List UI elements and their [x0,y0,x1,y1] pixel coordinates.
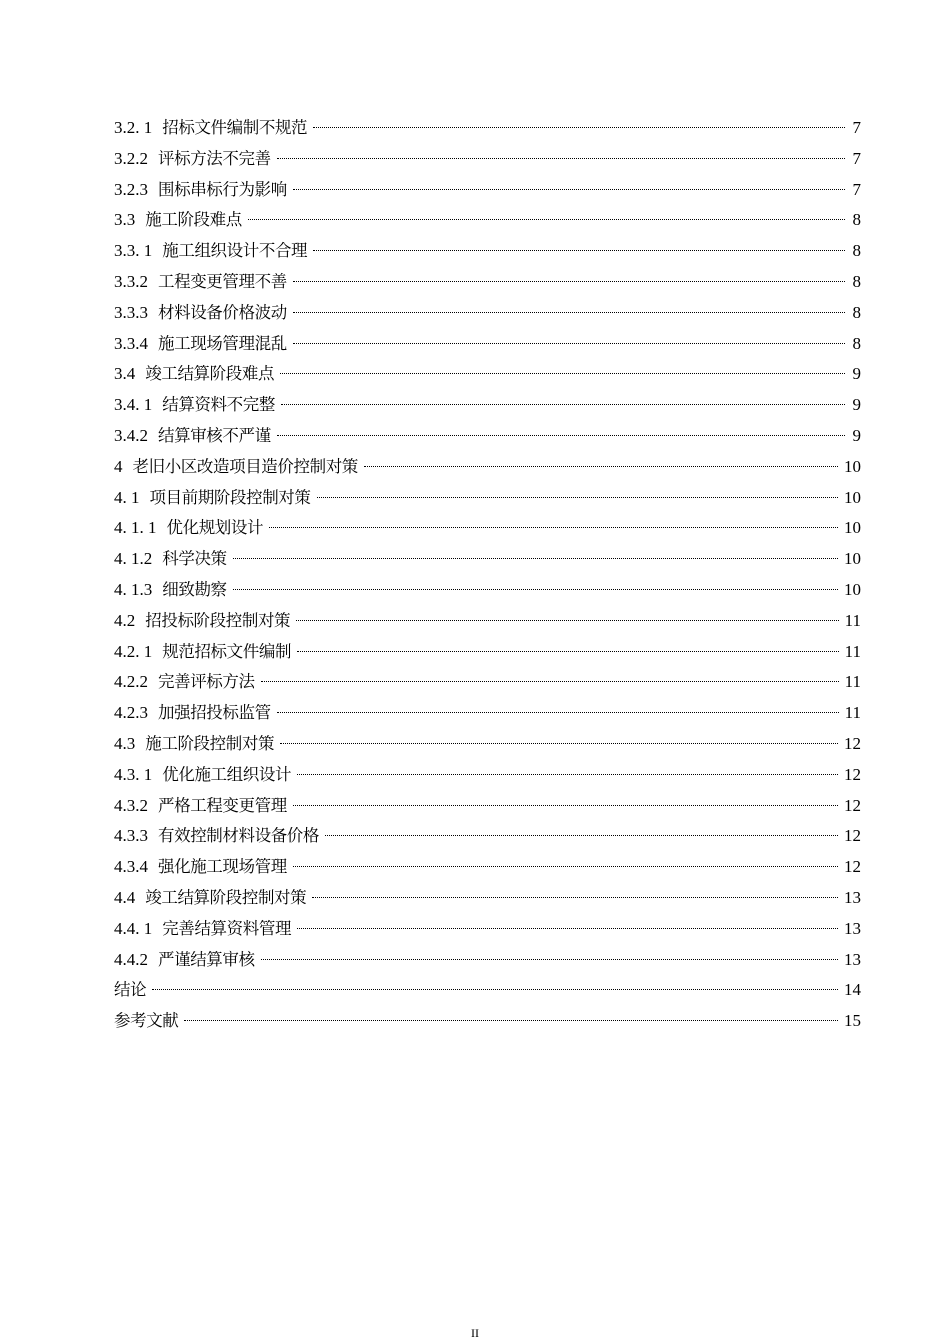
toc-dot-leader [152,989,838,990]
toc-entry[interactable] [114,452,861,483]
toc-entry[interactable] [114,513,861,544]
toc-entry[interactable] [114,760,861,791]
table-of-contents [114,113,861,1037]
toc-entry-page: 13 [844,887,861,907]
toc-entry[interactable] [114,236,861,267]
toc-entry-page: 7 [852,179,861,199]
toc-entry-title: 强化施工现场管理 [158,857,287,877]
toc-entry-number: 3.2. 1 [114,118,153,137]
toc-entry-number: 3.2.3 [114,179,148,199]
toc-entry-page: 9 [852,425,861,445]
toc-entry[interactable] [114,606,861,637]
toc-entry-title: 结算审核不严谨 [158,425,271,445]
toc-entry[interactable] [114,359,861,390]
toc-dot-leader [293,866,838,867]
toc-entry[interactable] [114,975,861,1006]
toc-entry-number: 4.2.2 [114,672,148,692]
toc-dot-leader [280,743,838,744]
toc-dot-leader [233,589,838,590]
toc-entry-page: 8 [852,241,861,261]
toc-entry-number: 3.2.2 [114,148,148,168]
toc-entry[interactable] [114,205,861,236]
toc-entry-title: 严谨结算审核 [158,949,255,969]
page-number-footer: II [471,1326,479,1340]
toc-dot-leader [293,189,845,190]
toc-entry[interactable] [114,821,861,852]
toc-entry[interactable] [114,483,861,514]
toc-entry[interactable] [114,267,861,298]
toc-entry-number: 4 [114,456,123,476]
toc-entry-title: 项目前期阶段控制对策 [149,487,311,507]
toc-dot-leader [293,805,838,806]
toc-entry-number: 4. 1 [114,487,140,507]
toc-entry-title: 完善评标方法 [158,672,255,692]
toc-entry-number: 4.4.2 [114,949,148,969]
toc-entry-number: 4. 1.2 [114,549,153,569]
toc-entry[interactable] [114,144,861,175]
toc-dot-leader [364,466,838,467]
toc-dot-leader [248,219,845,220]
toc-entry-page: 9 [852,395,861,415]
toc-entry[interactable] [114,1006,861,1037]
toc-entry-title: 完善结算资料管理 [162,918,292,938]
toc-entry-page: 8 [852,271,861,291]
toc-entry-page: 15 [844,1011,861,1031]
toc-entry-number: 3.4. 1 [114,395,153,415]
toc-entry-number: 3.3. 1 [114,241,153,261]
toc-entry-number: 4.3.3 [114,826,148,846]
toc-entry-number: 4.3.2 [114,795,148,815]
toc-entry-page: 11 [844,641,861,661]
toc-entry-title: 加强招投标监管 [158,703,271,723]
toc-dot-leader [313,250,845,251]
toc-entry-title: 有效控制材料设备价格 [158,826,320,846]
toc-dot-leader [312,897,838,898]
toc-entry-number: 3.4 [114,364,136,384]
toc-entry-number: 3.3.4 [114,333,148,353]
toc-entry[interactable] [114,914,861,945]
toc-entry-page: 13 [844,949,861,969]
toc-entry-title: 优化规划设计 [166,518,264,538]
toc-entry[interactable] [114,175,861,206]
toc-entry-title: 施工阶段难点 [145,210,242,230]
toc-dot-leader [261,959,838,960]
toc-entry-number: 3.3.3 [114,302,148,322]
toc-entry-page: 7 [852,118,861,137]
toc-entry-title: 优化施工组织设计 [162,764,292,784]
toc-entry-number: 4.2. 1 [114,641,153,661]
toc-entry-number: 3.3 [114,210,136,230]
toc-dot-leader [277,158,845,159]
toc-entry[interactable] [114,637,861,668]
toc-dot-leader [281,404,845,405]
toc-entry-page: 12 [844,764,861,784]
toc-entry-title: 评标方法不完善 [158,148,271,168]
toc-entry[interactable] [114,575,861,606]
toc-entry-title: 结算资料不完整 [162,395,275,415]
toc-entry-title: 细致勘察 [162,579,227,599]
toc-entry-title: 老旧小区改造项目造价控制对策 [132,456,358,476]
toc-entry-number: 4.4. 1 [114,918,153,938]
toc-dot-leader [293,343,845,344]
toc-entry[interactable] [114,945,861,976]
toc-entry[interactable] [114,329,861,360]
toc-entry-title: 竣工结算阶段难点 [145,364,275,384]
toc-entry[interactable] [114,113,861,144]
toc-dot-leader [184,1020,838,1021]
toc-entry[interactable] [114,298,861,329]
toc-entry-number: 4.4 [114,887,136,907]
toc-entry-number: 4. 1. 1 [114,518,157,538]
toc-entry-title: 招投标阶段控制对策 [145,610,291,630]
toc-entry-title: 科学决策 [162,549,227,569]
toc-entry-title: 施工阶段控制对策 [145,733,275,753]
toc-entry-title: 材料设备价格波动 [158,302,287,322]
toc-entry-title: 施工现场管理混乱 [158,333,287,353]
toc-entry-number: 4.3. 1 [114,764,153,784]
toc-entry-page: 9 [852,364,861,384]
toc-entry-title: 严格工程变更管理 [158,795,287,815]
toc-entry-title: 规范招标文件编制 [162,641,292,661]
toc-dot-leader [277,712,839,713]
toc-entry-number: 3.3.2 [114,271,148,291]
toc-entry-page: 11 [844,672,861,692]
toc-dot-leader [233,558,838,559]
toc-entry-page: 8 [852,302,861,322]
toc-entry-page: 8 [852,333,861,353]
toc-entry-number: 4. 1.3 [114,579,153,599]
toc-entry-number: 4.3 [114,733,136,753]
toc-entry-page: 10 [844,579,861,599]
toc-entry-page: 10 [844,487,861,507]
toc-entry-number: 4.2.3 [114,703,148,723]
toc-dot-leader [293,312,845,313]
toc-entry-page: 7 [852,148,861,168]
toc-dot-leader [261,681,839,682]
toc-entry-title: 参考文献 [114,1011,179,1031]
toc-entry-page: 12 [844,733,861,753]
toc-entry-page: 11 [844,703,861,723]
toc-entry-title: 结论 [114,980,147,1000]
toc-entry-page: 11 [844,610,861,630]
toc-dot-leader [269,527,838,528]
toc-dot-leader [313,127,845,128]
toc-entry[interactable] [114,852,861,883]
toc-dot-leader [317,497,838,498]
toc-entry-title: 工程变更管理不善 [158,271,287,291]
toc-entry[interactable] [114,544,861,575]
toc-entry[interactable] [114,390,861,421]
toc-entry-number: 3.4.2 [114,425,148,445]
toc-entry-page: 10 [844,549,861,569]
toc-dot-leader [293,281,845,282]
toc-entry[interactable] [114,729,861,760]
toc-entry-number: 4.2 [114,610,136,630]
toc-dot-leader [280,373,845,374]
toc-entry-page: 10 [844,518,861,538]
toc-entry[interactable] [114,883,861,914]
toc-entry-page: 13 [844,918,861,938]
toc-entry-title: 施工组织设计不合理 [162,241,308,261]
toc-entry-page: 8 [852,210,861,230]
toc-dot-leader [297,928,838,929]
toc-entry[interactable] [114,791,861,822]
toc-dot-leader [296,620,838,621]
toc-dot-leader [297,651,839,652]
toc-dot-leader [297,774,838,775]
toc-entry[interactable] [114,421,861,452]
toc-entry-page: 14 [844,980,861,1000]
toc-entry-page: 10 [844,456,861,476]
toc-entry-title: 招标文件编制不规范 [162,118,308,137]
toc-entry[interactable] [114,667,861,698]
toc-entry-page: 12 [844,857,861,877]
toc-entry-title: 竣工结算阶段控制对策 [145,887,307,907]
toc-entry[interactable] [114,698,861,729]
toc-entry-number: 4.3.4 [114,857,148,877]
toc-dot-leader [277,435,845,436]
toc-dot-leader [325,835,838,836]
toc-entry-page: 12 [844,795,861,815]
toc-entry-page: 12 [844,826,861,846]
toc-entry-title: 围标串标行为影响 [158,179,287,199]
